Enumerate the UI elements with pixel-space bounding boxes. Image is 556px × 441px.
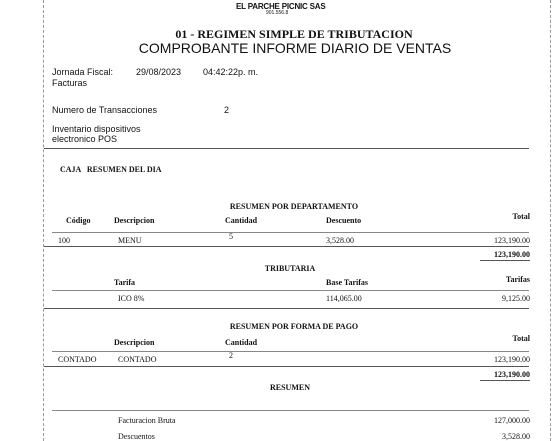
divider [52, 351, 529, 352]
company-name: EL PARCHE PICNIC SAS [236, 2, 326, 11]
dept-header-descuento: Descuento [326, 216, 362, 225]
dept-header-codigo: Código [66, 216, 91, 225]
page-margin-left [43, 0, 44, 441]
dept-grand-total: 123,190.00 [494, 250, 530, 259]
divider [52, 232, 529, 233]
trib-header-base: Base Tarifas [326, 278, 369, 287]
page-margin-right [550, 0, 551, 441]
dept-row-total: 123,190.00 [494, 236, 530, 245]
trib-header-tarifas: Tarifas [505, 275, 530, 284]
dept-header-total: Total [512, 212, 530, 221]
dept-row-cantidad: 5 [229, 232, 233, 241]
divider [52, 410, 529, 411]
resumen-row-label: Descuentos [118, 432, 155, 441]
pago-header-total: Total [512, 334, 530, 343]
dept-row-descuento: 3,528.00 [326, 236, 354, 245]
resumen-row-value: 127,000.00 [494, 416, 530, 425]
pago-row-descripcion: CONTADO [118, 355, 157, 364]
regime-title: 01 - REGIMEN SIMPLE DE TRIBUTACION [175, 27, 413, 41]
trib-header-tarifa: Tarifa [114, 278, 136, 287]
inventario-line1: Inventario dispositivos [52, 124, 141, 134]
dept-row-codigo: 100 [58, 236, 70, 245]
resumen-title: RESUMEN [269, 383, 310, 392]
inventario-line2: electronico POS [52, 134, 118, 144]
pago-header-cantidad: Cantidad [225, 338, 258, 347]
dept-row-descripcion: MENU [118, 236, 142, 245]
resumen-row-value: 3,528.00 [502, 432, 530, 441]
jornada-date: 29/08/2023 [136, 67, 182, 77]
pago-grand-total: 123,190.00 [494, 370, 530, 379]
dept-header-descripcion: Descripcion [114, 216, 155, 225]
trib-row-base: 114,065.00 [326, 294, 362, 303]
dept-title: RESUMEN POR DEPARTAMENTO [229, 202, 359, 211]
divider [480, 380, 530, 381]
divider [52, 290, 529, 291]
num-trans-value: 2 [224, 105, 230, 115]
pago-row-total: 123,190.00 [494, 355, 530, 364]
pago-header-descripcion: Descripcion [114, 338, 155, 347]
jornada-label: Jornada Fiscal: [52, 67, 114, 77]
divider [44, 246, 529, 247]
jornada-time: 04:42:22p. m. [203, 67, 259, 77]
company-nit: 901.556.8 [266, 10, 289, 16]
pago-row-codigo: CONTADO [58, 355, 97, 364]
pago-title: RESUMEN POR FORMA DE PAGO [229, 322, 359, 331]
trib-row-tarifas: 9,125.00 [502, 294, 530, 303]
report-title: COMPROBANTE INFORME DIARIO DE VENTAS [138, 40, 452, 56]
facturas-label: Facturas [52, 78, 88, 88]
divider [44, 148, 529, 149]
num-trans-label: Numero de Transacciones [52, 105, 158, 115]
trib-row-tarifa: ICO 8% [118, 294, 145, 303]
trib-title: TRIBUTARIA [264, 264, 316, 273]
divider [44, 308, 529, 309]
caja-title: CAJA RESUMEN DEL DIA [60, 165, 162, 174]
dept-header-cantidad: Cantidad [225, 216, 258, 225]
resumen-row-label: Facturacion Bruta [118, 416, 176, 425]
divider [44, 366, 529, 367]
pago-row-cantidad: 2 [229, 351, 233, 360]
divider [480, 260, 530, 261]
